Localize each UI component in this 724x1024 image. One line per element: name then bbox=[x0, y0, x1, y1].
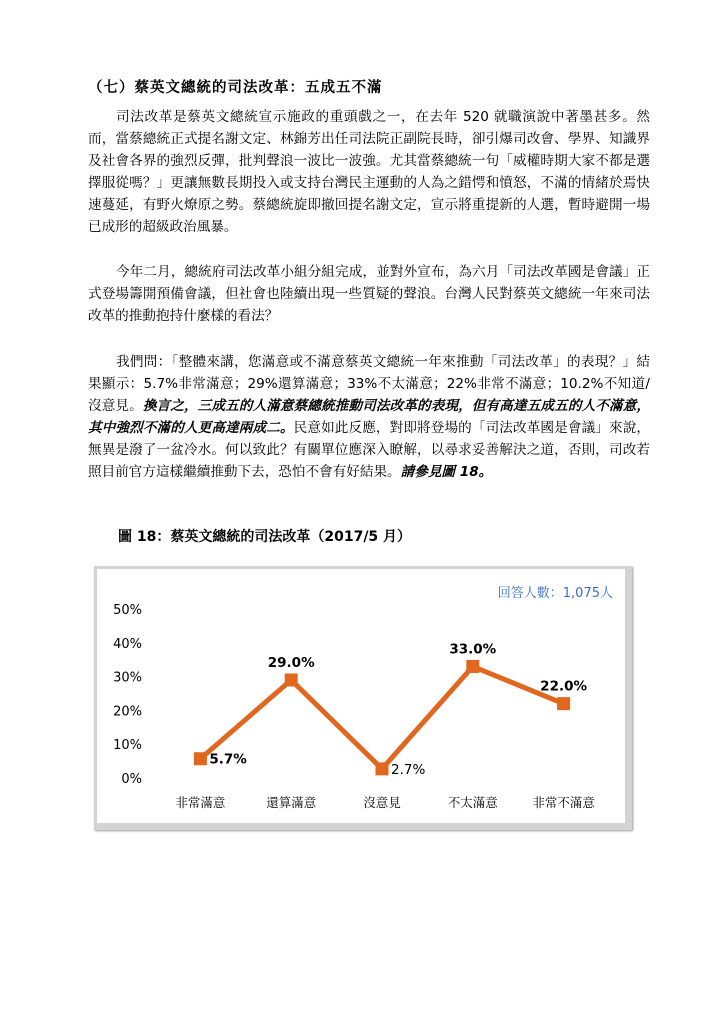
y-tick-label: 20% bbox=[113, 704, 142, 720]
y-tick-label: 50% bbox=[113, 603, 142, 618]
data-point-marker bbox=[285, 673, 298, 686]
chart-panel bbox=[97, 569, 625, 823]
paragraph-3-emphasis: 換言之，三成五的人滿意蔡總統推動司法改革的表現，但有高達五成五的人不滿意，其中強烈不滿的人更高達兩成二。 bbox=[88, 398, 650, 436]
y-tick-label: 30% bbox=[113, 670, 142, 686]
paragraph-1-text: 司法改革是蔡英文總統宣示施政的重頭戲之一，在去年 520 就職演說中著墨甚多。然而，當蔡總統正式提名謝文定、林錦芳出任司法院正副院長時，卻引爆司改會、學界、知識界及社會各界的強烈反彈，批判聲浪一波比一波強。尤其當蔡總統一句「威權時期大家不都是選擇服從嗎？」更讓無數長期投入或支持台灣民主運動的人為之錯愕和憤怒，不滿的情緒於焉快速蔓延，有野火燎原之勢。蔡總統旋即撤回提名謝文定，宣示將重提新的人選，暫時避開一場已成形的超級政治風暴。 bbox=[88, 109, 650, 235]
series-line bbox=[200, 666, 563, 768]
data-label: 5.7% bbox=[209, 751, 247, 768]
y-tick-label: 10% bbox=[113, 738, 142, 754]
figure-caption: 圖 18：蔡英文總統的司法改革（2017/5 月） bbox=[118, 529, 412, 545]
paragraph-2 bbox=[88, 261, 650, 327]
data-label: 22.0% bbox=[540, 678, 588, 695]
paragraph-3 bbox=[88, 351, 650, 483]
y-tick-label: 40% bbox=[113, 636, 142, 652]
data-point-marker bbox=[376, 762, 389, 775]
x-category-label: 非常滿意 bbox=[175, 795, 226, 810]
x-category-label: 還算滿意 bbox=[266, 795, 317, 810]
x-category-label: 不太滿意 bbox=[447, 795, 498, 810]
paragraph-3-text-a: 我們問：「整體來講，您滿意或不滿意蔡英文總統一年來推動「司法改革」的表現？」結果顯示：5.7%非常滿意；29%還算滿意；33%不太滿意；22%非常不滿意；10.2%不知道/沒意見。 bbox=[88, 354, 650, 414]
chart-annotation: 回答人數：1,075人 bbox=[497, 586, 613, 601]
paragraph-3-text-b: 民意如此反應，對即將登場的「司法改革國是會議」來說，無異是潑了一盆冷水。何以致此？有關單位應深入瞭解，以尋求妥善解決之道，否則，司改若照目前官方這樣繼續推動下去，恐怕不會有好結果。 bbox=[88, 420, 651, 480]
data-label: 33.0% bbox=[449, 641, 497, 658]
data-point-marker bbox=[194, 752, 207, 765]
x-category-label: 沒意見 bbox=[363, 795, 401, 810]
data-label: 29.0% bbox=[267, 654, 315, 671]
line-chart bbox=[97, 569, 625, 823]
data-label: 2.7% bbox=[391, 761, 426, 778]
paragraph-2-text: 今年二月，總統府司法改革小組分組完成，並對外宣布，為六月「司法改革國是會議」正式登場籌開預備會議，但社會也陸續出現一些質疑的聲浪。台灣人民對蔡英文總統一年來司法改革的推動抱持什麼樣的看法？ bbox=[88, 264, 650, 324]
chart-frame bbox=[94, 566, 632, 830]
paragraph-1 bbox=[88, 106, 650, 238]
data-point-marker bbox=[557, 697, 570, 710]
y-tick-label: 0% bbox=[121, 772, 142, 787]
section-title: （七）蔡英文總統的司法改革：五成五不滿 bbox=[88, 80, 383, 96]
x-category-label: 非常不滿意 bbox=[532, 795, 595, 810]
figure-reference: 請參見圖 18。 bbox=[400, 464, 493, 480]
data-point-marker bbox=[466, 660, 479, 673]
